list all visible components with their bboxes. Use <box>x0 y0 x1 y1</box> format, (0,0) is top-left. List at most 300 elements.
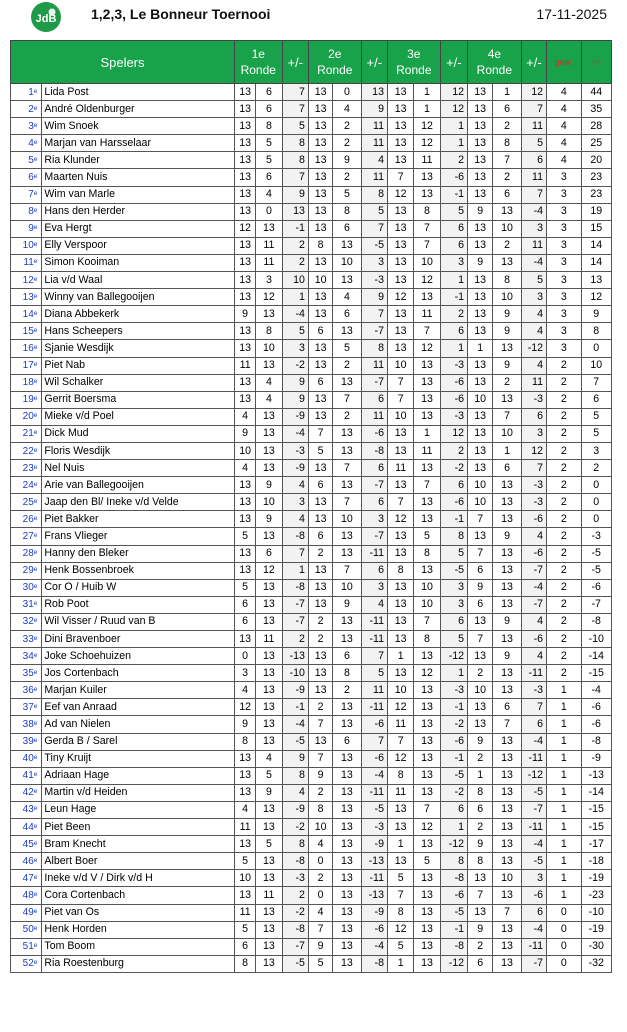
rank-cell <box>11 374 42 391</box>
round-score-cell: 9 <box>493 648 521 665</box>
round-score-cell: 13 <box>256 613 282 630</box>
rank-cell <box>11 289 42 306</box>
round-score-cell: 13 <box>493 750 521 767</box>
round-diff-cell: -4 <box>521 921 546 938</box>
round-diff-cell: 6 <box>361 494 387 511</box>
round-diff-cell: 2 <box>440 152 467 169</box>
rank-number: 46 <box>22 855 34 867</box>
games-won-cell: 3 <box>547 340 581 357</box>
player-name: Wil Visser / Ruud van B <box>42 613 235 630</box>
rank-suffix: e <box>33 720 38 728</box>
rank-suffix: e <box>33 309 38 317</box>
round-diff-cell: 5 <box>361 665 387 682</box>
round-diff-cell: -3 <box>440 357 467 374</box>
round-diff-cell: 9 <box>282 750 308 767</box>
rank-number: 27 <box>22 530 34 542</box>
round-score-cell: 2 <box>308 699 332 716</box>
player-name: Ad van Nielen <box>42 716 235 733</box>
round-score-cell: 9 <box>493 528 521 545</box>
round-score-cell: 13 <box>308 391 332 408</box>
round-score-cell: 10 <box>414 596 440 613</box>
round-score-cell: 12 <box>387 511 413 528</box>
round-diff-cell: 3 <box>361 254 387 271</box>
round-score-cell: 1 <box>387 648 413 665</box>
rank-cell <box>11 511 42 528</box>
round-diff-cell: -8 <box>440 938 467 955</box>
round-score-cell: 8 <box>387 904 413 921</box>
header-round-1-num: 1e <box>251 47 265 61</box>
round-score-cell: 13 <box>493 801 521 818</box>
round-score-cell: 4 <box>256 374 282 391</box>
round-score-cell: 13 <box>308 289 332 306</box>
round-diff-cell: -9 <box>282 408 308 425</box>
round-score-cell: 13 <box>387 528 413 545</box>
table-row <box>11 870 612 887</box>
round-score-cell: 7 <box>308 750 332 767</box>
games-won-cell: 4 <box>547 152 581 169</box>
round-score-cell: 8 <box>308 801 332 818</box>
rank-number: 17 <box>22 360 34 372</box>
games-won-cell: 2 <box>547 494 581 511</box>
round-diff-cell: -7 <box>361 477 387 494</box>
rank-suffix: e <box>33 446 38 454</box>
rank-cell <box>11 665 42 682</box>
round-score-cell: 10 <box>493 220 521 237</box>
round-diff-cell: 6 <box>440 801 467 818</box>
header-round-4-label: Ronde <box>476 63 513 77</box>
round-score-cell: 7 <box>493 152 521 169</box>
round-score-cell: 13 <box>333 836 361 853</box>
round-diff-cell: -11 <box>361 699 387 716</box>
table-row <box>11 340 612 357</box>
round-score-cell: 2 <box>468 819 493 836</box>
table-row <box>11 186 612 203</box>
round-score-cell: 11 <box>256 631 282 648</box>
round-score-cell: 6 <box>256 101 282 118</box>
games-won-cell: 2 <box>547 425 581 442</box>
rank-suffix: e <box>33 497 38 505</box>
round-score-cell: 6 <box>234 613 255 630</box>
round-score-cell: 12 <box>387 289 413 306</box>
rank-number: 15 <box>22 325 34 337</box>
round-diff-cell: -4 <box>521 733 546 750</box>
table-row <box>11 237 612 254</box>
round-score-cell: 3 <box>234 665 255 682</box>
round-diff-cell: -2 <box>440 784 467 801</box>
round-score-cell: 13 <box>256 716 282 733</box>
rank-number: 1 <box>28 86 34 98</box>
round-diff-cell: 11 <box>521 118 546 135</box>
player-name: André Oldenburger <box>42 101 235 118</box>
table-row <box>11 904 612 921</box>
games-won-cell: 3 <box>547 272 581 289</box>
total-diff-cell: -8 <box>581 733 612 750</box>
games-won-cell: 4 <box>547 118 581 135</box>
round-diff-cell: 8 <box>440 528 467 545</box>
games-won-cell: 4 <box>547 101 581 118</box>
round-diff-cell: 3 <box>361 579 387 596</box>
player-name: Piet van Os <box>42 904 235 921</box>
round-diff-cell: 4 <box>521 306 546 323</box>
table-row <box>11 733 612 750</box>
round-diff-cell: 2 <box>282 631 308 648</box>
round-score-cell: 0 <box>308 887 332 904</box>
round-score-cell: 2 <box>308 870 332 887</box>
rank-cell <box>11 477 42 494</box>
round-score-cell: 11 <box>387 784 413 801</box>
round-diff-cell: 12 <box>440 425 467 442</box>
round-score-cell: 1 <box>414 101 440 118</box>
rank-number: 19 <box>22 394 34 406</box>
table-row <box>11 784 612 801</box>
round-score-cell: 9 <box>493 306 521 323</box>
games-won-cell: 4 <box>547 135 581 152</box>
round-diff-cell: 13 <box>361 84 387 101</box>
round-diff-cell: 7 <box>521 699 546 716</box>
round-score-cell: 11 <box>387 716 413 733</box>
player-name: Jos Cortenbach <box>42 665 235 682</box>
round-score-cell: 13 <box>308 494 332 511</box>
round-score-cell: 13 <box>333 374 361 391</box>
round-score-cell: 12 <box>256 289 282 306</box>
rank-suffix: e <box>33 104 38 112</box>
round-diff-cell: 3 <box>361 511 387 528</box>
round-diff-cell: -8 <box>282 579 308 596</box>
header-round-3-num: 3e <box>407 47 421 61</box>
round-score-cell: 10 <box>308 272 332 289</box>
round-diff-cell: 6 <box>521 152 546 169</box>
round-score-cell: 13 <box>387 220 413 237</box>
round-score-cell: 8 <box>414 631 440 648</box>
header-gewonnen: gew. <box>547 41 581 84</box>
rank-cell <box>11 562 42 579</box>
games-won-cell: 1 <box>547 836 581 853</box>
round-score-cell: 13 <box>387 819 413 836</box>
round-diff-cell: -13 <box>361 887 387 904</box>
round-score-cell: 13 <box>308 169 332 186</box>
total-diff-cell: -10 <box>581 904 612 921</box>
player-name: Wim Snoek <box>42 118 235 135</box>
total-diff-cell: -15 <box>581 665 612 682</box>
round-diff-cell: 4 <box>521 323 546 340</box>
round-score-cell: 13 <box>468 152 493 169</box>
player-name: Gerrit Boersma <box>42 391 235 408</box>
games-won-cell: 3 <box>547 169 581 186</box>
header-round-3-diff: +/- <box>440 41 467 84</box>
round-diff-cell: -8 <box>361 442 387 459</box>
round-score-cell: 8 <box>387 767 413 784</box>
round-score-cell: 13 <box>333 767 361 784</box>
round-score-cell: 13 <box>256 596 282 613</box>
round-score-cell: 7 <box>468 545 493 562</box>
round-diff-cell: -10 <box>282 665 308 682</box>
round-score-cell: 13 <box>234 374 255 391</box>
round-diff-cell: -1 <box>440 186 467 203</box>
round-score-cell: 13 <box>256 357 282 374</box>
round-score-cell: 13 <box>493 784 521 801</box>
rank-cell <box>11 579 42 596</box>
games-won-cell: 0 <box>547 938 581 955</box>
round-score-cell: 5 <box>234 579 255 596</box>
player-name: Ineke v/d V / Dirk v/d H <box>42 870 235 887</box>
round-score-cell: 9 <box>468 254 493 271</box>
round-score-cell: 2 <box>333 135 361 152</box>
round-score-cell: 4 <box>333 101 361 118</box>
rank-suffix: e <box>33 190 38 198</box>
round-diff-cell: 3 <box>440 254 467 271</box>
round-score-cell: 11 <box>256 237 282 254</box>
round-diff-cell: 6 <box>521 904 546 921</box>
table-row <box>11 477 612 494</box>
rank-number: 41 <box>22 770 34 782</box>
rank-number: 50 <box>22 924 34 936</box>
round-diff-cell: -7 <box>361 374 387 391</box>
round-score-cell: 13 <box>414 836 440 853</box>
round-diff-cell: 5 <box>361 203 387 220</box>
round-score-cell: 13 <box>493 853 521 870</box>
round-diff-cell: 4 <box>282 784 308 801</box>
round-score-cell: 13 <box>387 665 413 682</box>
round-score-cell: 7 <box>414 801 440 818</box>
round-score-cell: 13 <box>234 767 255 784</box>
round-diff-cell: -9 <box>282 460 308 477</box>
total-diff-cell: 6 <box>581 391 612 408</box>
round-diff-cell: -3 <box>521 494 546 511</box>
player-name: Bram Knecht <box>42 836 235 853</box>
round-score-cell: 5 <box>387 870 413 887</box>
round-score-cell: 13 <box>414 716 440 733</box>
round-score-cell: 8 <box>493 272 521 289</box>
round-score-cell: 10 <box>468 391 493 408</box>
round-score-cell: 13 <box>493 511 521 528</box>
games-won-cell: 3 <box>547 237 581 254</box>
games-won-cell: 2 <box>547 665 581 682</box>
round-diff-cell: 13 <box>282 203 308 220</box>
round-diff-cell: -4 <box>282 306 308 323</box>
rank-number: 29 <box>22 565 34 577</box>
header-spelers: Spelers <box>11 41 235 84</box>
player-name: Hanny den Bleker <box>42 545 235 562</box>
round-diff-cell: -7 <box>361 323 387 340</box>
round-score-cell: 9 <box>256 511 282 528</box>
round-score-cell: 7 <box>493 408 521 425</box>
round-diff-cell: -11 <box>361 631 387 648</box>
round-diff-cell: 4 <box>521 357 546 374</box>
player-name: Piet Been <box>42 819 235 836</box>
round-diff-cell: 6 <box>361 391 387 408</box>
total-diff-cell: 23 <box>581 169 612 186</box>
rank-suffix: e <box>33 514 38 522</box>
header-round-1-diff: +/- <box>282 41 308 84</box>
round-score-cell: 13 <box>468 904 493 921</box>
round-diff-cell: -9 <box>282 682 308 699</box>
round-diff-cell: 3 <box>521 870 546 887</box>
round-diff-cell: -9 <box>361 904 387 921</box>
round-diff-cell: 5 <box>440 203 467 220</box>
rank-suffix: e <box>33 343 38 351</box>
round-score-cell: 13 <box>308 203 332 220</box>
round-score-cell: 5 <box>234 853 255 870</box>
round-score-cell: 11 <box>256 254 282 271</box>
games-won-cell: 1 <box>547 853 581 870</box>
player-name: Dini Bravenboer <box>42 631 235 648</box>
round-diff-cell: 12 <box>521 84 546 101</box>
games-won-cell: 1 <box>547 716 581 733</box>
round-diff-cell: 8 <box>282 135 308 152</box>
round-score-cell: 13 <box>414 784 440 801</box>
round-score-cell: 6 <box>308 374 332 391</box>
round-score-cell: 2 <box>333 408 361 425</box>
round-score-cell: 2 <box>308 545 332 562</box>
table-header-row <box>11 41 612 84</box>
rank-number: 30 <box>22 582 34 594</box>
round-diff-cell: -5 <box>440 562 467 579</box>
round-score-cell: 6 <box>468 955 493 972</box>
table-row <box>11 665 612 682</box>
round-diff-cell: -3 <box>521 391 546 408</box>
round-score-cell: 12 <box>387 186 413 203</box>
round-score-cell: 13 <box>414 169 440 186</box>
round-score-cell: 6 <box>234 938 255 955</box>
round-diff-cell: 11 <box>361 169 387 186</box>
rank-cell <box>11 306 42 323</box>
rank-number: 39 <box>22 736 34 748</box>
games-won-cell: 0 <box>547 904 581 921</box>
round-score-cell: 13 <box>468 408 493 425</box>
table-row <box>11 819 612 836</box>
round-diff-cell: 9 <box>282 374 308 391</box>
round-score-cell: 7 <box>414 220 440 237</box>
round-score-cell: 0 <box>234 648 255 665</box>
round-score-cell: 13 <box>333 528 361 545</box>
round-score-cell: 13 <box>333 323 361 340</box>
total-diff-cell: -4 <box>581 682 612 699</box>
games-won-cell: 3 <box>547 254 581 271</box>
total-diff-cell: -13 <box>581 767 612 784</box>
round-score-cell: 7 <box>308 921 332 938</box>
rank-suffix: e <box>33 634 38 642</box>
round-diff-cell: 2 <box>282 237 308 254</box>
round-diff-cell: 2 <box>440 306 467 323</box>
round-diff-cell: 8 <box>282 836 308 853</box>
round-score-cell: 13 <box>387 306 413 323</box>
round-score-cell: 13 <box>308 357 332 374</box>
round-score-cell: 5 <box>308 955 332 972</box>
games-won-cell: 1 <box>547 733 581 750</box>
rank-cell <box>11 904 42 921</box>
round-score-cell: 8 <box>468 784 493 801</box>
round-diff-cell: -6 <box>361 425 387 442</box>
player-name: Mieke v/d Poel <box>42 408 235 425</box>
round-score-cell: 13 <box>256 665 282 682</box>
round-score-cell: 13 <box>256 819 282 836</box>
round-score-cell: 13 <box>387 272 413 289</box>
round-score-cell: 13 <box>308 648 332 665</box>
rank-cell <box>11 101 42 118</box>
rank-number: 45 <box>22 838 34 850</box>
rank-number: 21 <box>22 428 34 440</box>
round-diff-cell: -12 <box>440 955 467 972</box>
round-score-cell: 13 <box>234 340 255 357</box>
rank-suffix: e <box>33 788 38 796</box>
player-name: Cor O / Huib W <box>42 579 235 596</box>
round-score-cell: 13 <box>308 733 332 750</box>
rank-suffix: e <box>33 822 38 830</box>
rank-cell <box>11 84 42 101</box>
rank-suffix: e <box>33 121 38 129</box>
round-diff-cell: 4 <box>521 613 546 630</box>
round-diff-cell: -11 <box>521 819 546 836</box>
round-score-cell: 13 <box>493 921 521 938</box>
round-score-cell: 13 <box>308 596 332 613</box>
round-score-cell: 13 <box>308 460 332 477</box>
round-score-cell: 4 <box>256 186 282 203</box>
round-score-cell: 1 <box>387 955 413 972</box>
round-score-cell: 6 <box>256 84 282 101</box>
round-diff-cell: -7 <box>282 613 308 630</box>
rank-suffix: e <box>33 87 38 95</box>
round-score-cell: 13 <box>387 254 413 271</box>
rank-suffix: e <box>33 737 38 745</box>
round-score-cell: 10 <box>468 477 493 494</box>
round-diff-cell: -3 <box>282 442 308 459</box>
round-score-cell: 13 <box>308 118 332 135</box>
round-score-cell: 13 <box>234 391 255 408</box>
round-diff-cell: -6 <box>440 494 467 511</box>
round-score-cell: 7 <box>308 716 332 733</box>
round-score-cell: 13 <box>468 135 493 152</box>
round-score-cell: 9 <box>234 306 255 323</box>
round-score-cell: 13 <box>256 306 282 323</box>
round-score-cell: 13 <box>308 511 332 528</box>
round-diff-cell: -3 <box>440 408 467 425</box>
round-score-cell: 13 <box>468 374 493 391</box>
player-name: Marjan van Harsselaar <box>42 135 235 152</box>
round-score-cell: 5 <box>333 186 361 203</box>
header-round-3 <box>387 41 440 84</box>
table-row <box>11 408 612 425</box>
games-won-cell: 1 <box>547 870 581 887</box>
rank-cell <box>11 340 42 357</box>
round-score-cell: 9 <box>333 152 361 169</box>
round-score-cell: 13 <box>493 955 521 972</box>
total-diff-cell: 15 <box>581 220 612 237</box>
rank-number: 25 <box>22 496 34 508</box>
round-diff-cell: 3 <box>521 425 546 442</box>
round-diff-cell: 6 <box>440 220 467 237</box>
table-row <box>11 511 612 528</box>
player-name: Ria Klunder <box>42 152 235 169</box>
round-score-cell: 10 <box>387 357 413 374</box>
total-diff-cell: 10 <box>581 357 612 374</box>
round-diff-cell: -7 <box>361 528 387 545</box>
rank-cell <box>11 955 42 972</box>
header-round-4-num: 4e <box>487 47 502 61</box>
round-diff-cell: 9 <box>282 186 308 203</box>
round-score-cell: 13 <box>256 699 282 716</box>
round-score-cell: 13 <box>333 853 361 870</box>
round-diff-cell: -13 <box>361 853 387 870</box>
round-score-cell: 13 <box>493 562 521 579</box>
round-score-cell: 13 <box>387 477 413 494</box>
table-row <box>11 836 612 853</box>
round-diff-cell: 5 <box>440 631 467 648</box>
table-row <box>11 118 612 135</box>
round-score-cell: 9 <box>308 767 332 784</box>
round-score-cell: 13 <box>493 545 521 562</box>
round-diff-cell: 1 <box>282 562 308 579</box>
games-won-cell: 2 <box>547 631 581 648</box>
